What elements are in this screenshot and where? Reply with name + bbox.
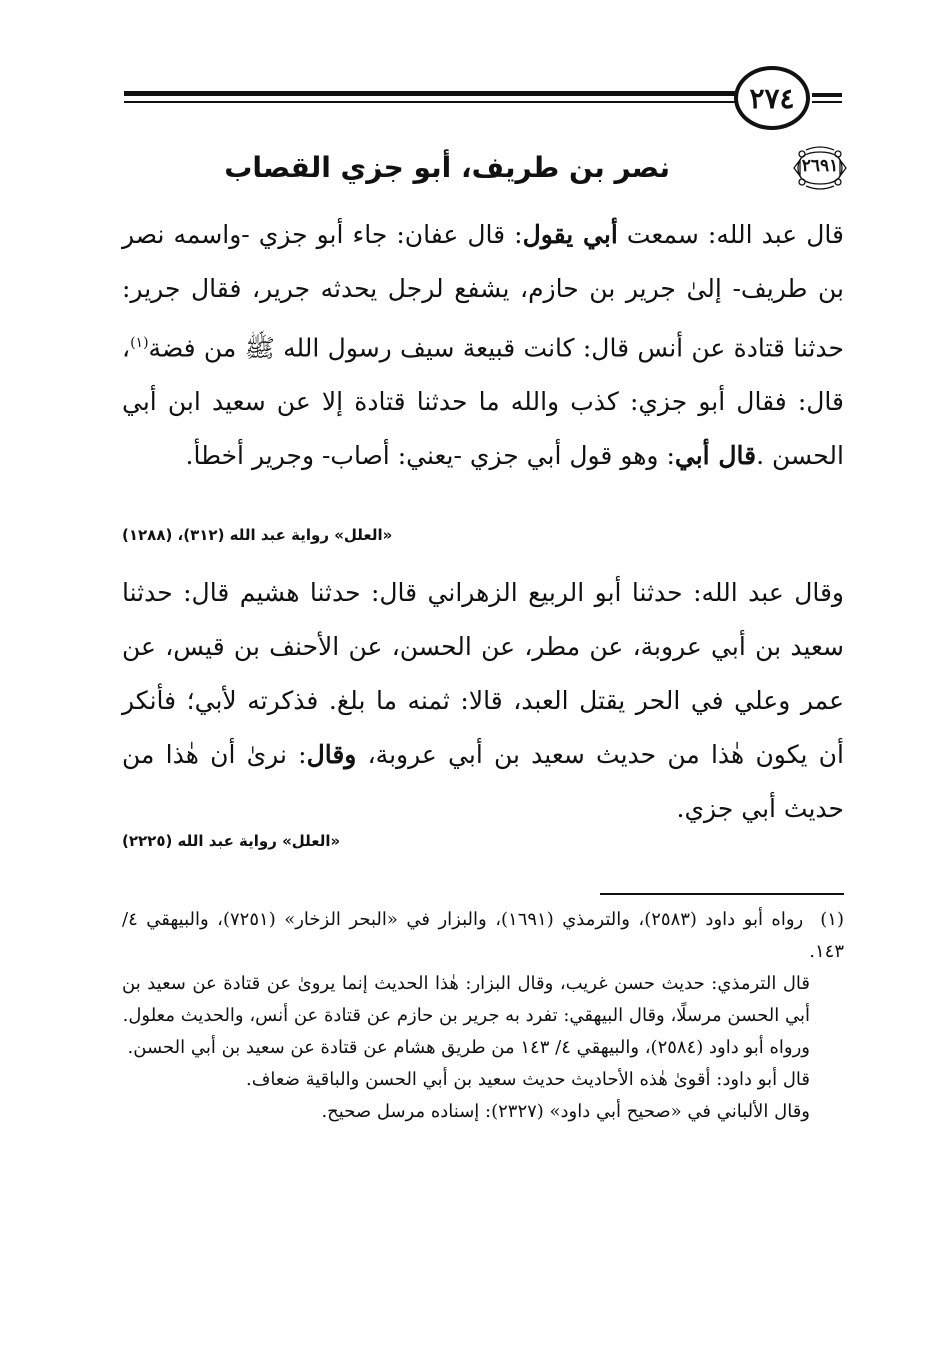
text-run: وقال عبد الله: حدثنا أبو الربيع الزهراني قال: حدثنا هشيم قال: حدثنا سعيد بن أبي عروبة، عن مطر، عن الحسن، عن الأحنف بن قيس، عن عمر وعلي في الحر يقتل العبد، قالا: ثمنه ما بلغ. فذكرته لأبي؛ فأنكر أن يكون هٰذا من حديث سعيد بن أبي عروبة، <box>122 578 844 769</box>
footnote-1 <box>122 904 844 968</box>
footnotes <box>122 904 844 1128</box>
footnote-number: (١) <box>820 909 844 930</box>
narration-paragraph-2 <box>122 566 844 836</box>
source-citation-2: «العلل» رواية عبد الله (٢٢٢٥) <box>122 832 341 850</box>
entry-number: ٢٦٩١ <box>801 156 839 176</box>
source-citation-1: «العلل» رواية عبد الله (٣١٢)، (١٢٨٨) <box>122 526 393 544</box>
header-rule-right-thin <box>812 101 842 103</box>
text-run: : نرىٰ أن هٰذا من حديث أبي جزي. <box>122 740 844 823</box>
footnote-paragraph: ورواه أبو داود (٢٥٨٤)، والبيهقي ٤/ ١٤٣ من طريق هشام عن قتادة عن سعيد بن أبي الحسن. <box>127 1037 810 1058</box>
header-rule-thick <box>124 91 736 96</box>
page-number: ٢٧٤ <box>734 66 810 130</box>
text-run: : وهو قول أبي جزي -يعني: أصاب- وجرير أخطأ. <box>185 441 675 471</box>
text-run: ، قال: فقال أبو جزي: كذب والله ما حدثنا قتادة إلا عن سعيد ابن أبي الحسن . <box>122 333 844 471</box>
footnote-paragraph: وقال الألباني في «صحيح أبي داود» (٢٣٢٧): إسناده مرسل صحيح. <box>321 1101 810 1122</box>
text-run: : قال عفان: جاء أبو جزي -واسمه نصر بن طريف- إلىٰ جرير بن حازم، يشفع لرجل يحدثه جرير، فقال جرير: حدثنا قتادة عن أنس قال: كانت قبيعة سيف رسول الله ﷺ من فضة <box>122 220 844 363</box>
entry-title: نصر بن طريف، أبو جزي القصاب <box>224 151 670 184</box>
bold-phrase: وقال <box>306 740 357 769</box>
narration-paragraph-1 <box>122 208 844 483</box>
entry-number-badge <box>792 146 848 190</box>
footnote-text: رواه أبو داود (٢٥٨٣)، والترمذي (١٦٩١)، والبزار في «البحر الزخار» (٧٢٥١)، والبيهقي ٤/ ١٤٣. <box>122 909 844 962</box>
footnote-marker: (١) <box>130 335 149 351</box>
header-rule-right-thick <box>812 93 842 97</box>
footnote-paragraph: قال الترمذي: حديث حسن غريب، وقال البزار: هٰذا الحديث إنما يروىٰ عن قتادة عن سعيد بن أبي الحسن مرسلًا، وقال البيهقي: تفرد به جرير بن حازم عن قتادة عن أنس، والحديث معلول. <box>122 973 811 1026</box>
footnote-separator <box>600 893 844 895</box>
bold-phrase: قال أبي <box>674 441 757 471</box>
footnote-paragraph: قال أبو داود: أقوىٰ هٰذه الأحاديث حديث سعيد بن أبي الحسن والباقية ضعاف. <box>246 1069 810 1090</box>
header-rule-thin <box>124 101 736 103</box>
text-run: قال عبد الله: سمعت <box>626 220 844 249</box>
bold-phrase: أبي يقول <box>522 220 618 249</box>
